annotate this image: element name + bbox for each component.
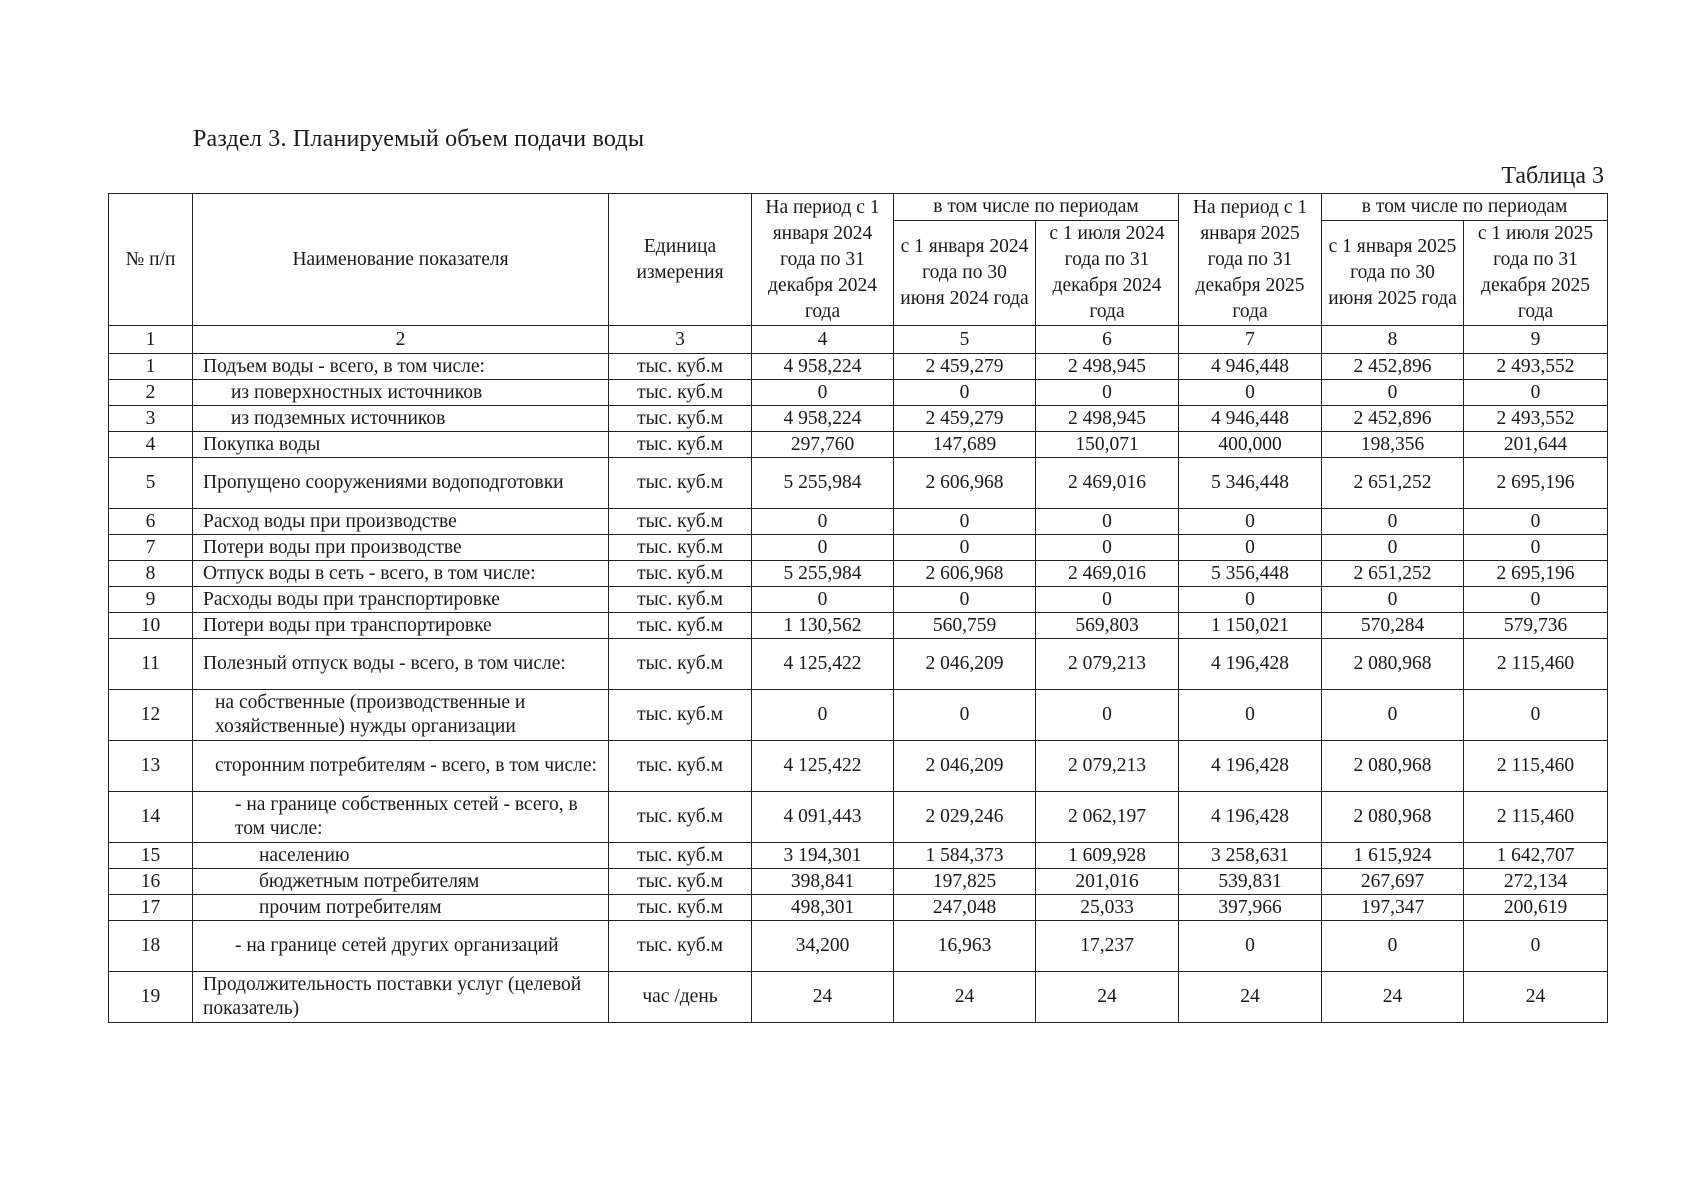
value-cell: 267,697 (1322, 869, 1464, 895)
value-cell: 0 (752, 535, 894, 561)
column-number-row (109, 326, 1608, 354)
value-cell: 5 255,984 (752, 458, 894, 509)
table-row (109, 354, 1608, 380)
value-cell: 198,356 (1322, 432, 1464, 458)
value-cell: 2 046,209 (894, 639, 1036, 690)
table-row (109, 792, 1608, 843)
indicator-name: из поверхностных источников (193, 380, 609, 406)
value-cell: 0 (1179, 535, 1322, 561)
unit-cell: тыс. куб.м (609, 921, 752, 972)
value-cell: 569,803 (1036, 613, 1179, 639)
unit-cell: тыс. куб.м (609, 354, 752, 380)
row-number: 17 (109, 895, 193, 921)
indicator-name: прочим потребителям (193, 895, 609, 921)
row-number: 15 (109, 843, 193, 869)
header-col4: На период с 1 января 2024 года по 31 декабря 2024 года (752, 194, 894, 326)
value-cell: 24 (1179, 972, 1322, 1023)
value-cell: 17,237 (1036, 921, 1179, 972)
value-cell: 0 (894, 690, 1036, 741)
value-cell: 0 (1036, 587, 1179, 613)
row-number: 8 (109, 561, 193, 587)
value-cell: 2 498,945 (1036, 354, 1179, 380)
value-cell: 2 080,968 (1322, 792, 1464, 843)
indicator-name: Подъем воды - всего, в том числе: (193, 354, 609, 380)
header-subgroup-2025: в том числе по периодам (1322, 194, 1608, 221)
value-cell: 297,760 (752, 432, 894, 458)
table-row (109, 406, 1608, 432)
column-number: 7 (1179, 326, 1322, 354)
value-cell: 0 (1036, 509, 1179, 535)
column-number: 9 (1464, 326, 1608, 354)
value-cell: 4 196,428 (1179, 792, 1322, 843)
unit-cell: тыс. куб.м (609, 432, 752, 458)
value-cell: 2 695,196 (1464, 458, 1608, 509)
value-cell: 2 459,279 (894, 354, 1036, 380)
value-cell: 0 (1322, 921, 1464, 972)
unit-cell: тыс. куб.м (609, 406, 752, 432)
value-cell: 2 079,213 (1036, 639, 1179, 690)
table-row (109, 458, 1608, 509)
table-row (109, 895, 1608, 921)
row-number: 6 (109, 509, 193, 535)
value-cell: 0 (1322, 690, 1464, 741)
value-cell: 201,644 (1464, 432, 1608, 458)
row-number: 10 (109, 613, 193, 639)
column-number: 3 (609, 326, 752, 354)
value-cell: 0 (1036, 380, 1179, 406)
unit-cell: тыс. куб.м (609, 690, 752, 741)
row-number: 13 (109, 741, 193, 792)
indicator-name: населению (193, 843, 609, 869)
unit-cell: тыс. куб.м (609, 561, 752, 587)
value-cell: 4 091,443 (752, 792, 894, 843)
indicator-name: Пропущено сооружениями водоподготовки (193, 458, 609, 509)
table-row (109, 587, 1608, 613)
value-cell: 0 (752, 380, 894, 406)
value-cell: 2 080,968 (1322, 639, 1464, 690)
value-cell: 2 115,460 (1464, 741, 1608, 792)
value-cell: 2 062,197 (1036, 792, 1179, 843)
table-row (109, 869, 1608, 895)
value-cell: 398,841 (752, 869, 894, 895)
table-row (109, 535, 1608, 561)
header-col6: с 1 июля 2024 года по 31 декабря 2024 года (1036, 221, 1179, 326)
value-cell: 4 196,428 (1179, 741, 1322, 792)
value-cell: 0 (752, 690, 894, 741)
value-cell: 24 (894, 972, 1036, 1023)
value-cell: 0 (1179, 509, 1322, 535)
value-cell: 0 (894, 509, 1036, 535)
unit-cell: тыс. куб.м (609, 792, 752, 843)
value-cell: 2 695,196 (1464, 561, 1608, 587)
indicator-name: Покупка воды (193, 432, 609, 458)
unit-cell: тыс. куб.м (609, 639, 752, 690)
value-cell: 0 (894, 535, 1036, 561)
value-cell: 2 651,252 (1322, 561, 1464, 587)
value-cell: 400,000 (1179, 432, 1322, 458)
value-cell: 0 (1036, 535, 1179, 561)
value-cell: 25,033 (1036, 895, 1179, 921)
table-row (109, 432, 1608, 458)
value-cell: 0 (1464, 509, 1608, 535)
table-row (109, 972, 1608, 1023)
value-cell: 4 125,422 (752, 639, 894, 690)
value-cell: 0 (894, 380, 1036, 406)
value-cell: 197,825 (894, 869, 1036, 895)
value-cell: 24 (1322, 972, 1464, 1023)
row-number: 11 (109, 639, 193, 690)
table-row (109, 741, 1608, 792)
value-cell: 4 958,224 (752, 354, 894, 380)
value-cell: 2 493,552 (1464, 406, 1608, 432)
value-cell: 0 (1322, 509, 1464, 535)
table-row (109, 639, 1608, 690)
value-cell: 2 606,968 (894, 561, 1036, 587)
value-cell: 2 029,246 (894, 792, 1036, 843)
unit-cell: тыс. куб.м (609, 458, 752, 509)
value-cell: 0 (752, 509, 894, 535)
indicator-name: Потери воды при производстве (193, 535, 609, 561)
value-cell: 2 606,968 (894, 458, 1036, 509)
value-cell: 0 (1464, 921, 1608, 972)
indicator-name: Отпуск воды в сеть - всего, в том числе: (193, 561, 609, 587)
column-number: 1 (109, 326, 193, 354)
value-cell: 1 130,562 (752, 613, 894, 639)
value-cell: 272,134 (1464, 869, 1608, 895)
row-number: 3 (109, 406, 193, 432)
value-cell: 247,048 (894, 895, 1036, 921)
value-cell: 0 (1179, 690, 1322, 741)
value-cell: 0 (1179, 587, 1322, 613)
indicator-name: сторонним потребителям - всего, в том числе: (193, 741, 609, 792)
indicator-name: - на границе собственных сетей - всего, в том числе: (193, 792, 609, 843)
value-cell: 579,736 (1464, 613, 1608, 639)
table-row (109, 561, 1608, 587)
unit-cell: тыс. куб.м (609, 380, 752, 406)
table-body (109, 354, 1608, 1023)
row-number: 5 (109, 458, 193, 509)
indicator-name: на собственные (производственные и хозяйственные) нужды организации (193, 690, 609, 741)
unit-cell: тыс. куб.м (609, 895, 752, 921)
value-cell: 2 046,209 (894, 741, 1036, 792)
unit-cell: тыс. куб.м (609, 535, 752, 561)
value-cell: 0 (1322, 535, 1464, 561)
value-cell: 4 946,448 (1179, 406, 1322, 432)
value-cell: 2 115,460 (1464, 639, 1608, 690)
value-cell: 5 346,448 (1179, 458, 1322, 509)
unit-cell: тыс. куб.м (609, 843, 752, 869)
table-label: Таблица 3 (1501, 163, 1604, 189)
value-cell: 1 642,707 (1464, 843, 1608, 869)
table-row (109, 613, 1608, 639)
value-cell: 0 (1464, 380, 1608, 406)
row-number: 19 (109, 972, 193, 1023)
value-cell: 0 (1464, 690, 1608, 741)
value-cell: 0 (1322, 587, 1464, 613)
column-number: 4 (752, 326, 894, 354)
unit-cell: тыс. куб.м (609, 869, 752, 895)
header-col5: с 1 января 2024 года по 30 июня 2024 года (894, 221, 1036, 326)
header-name: Наименование показателя (193, 194, 609, 326)
value-cell: 1 609,928 (1036, 843, 1179, 869)
header-subgroup-2024: в том числе по периодам (894, 194, 1179, 221)
value-cell: 1 584,373 (894, 843, 1036, 869)
value-cell: 2 452,896 (1322, 354, 1464, 380)
indicator-name: Продолжительность поставки услуг (целевой показатель) (193, 972, 609, 1023)
table-header (109, 194, 1608, 354)
indicator-name: Полезный отпуск воды - всего, в том числе: (193, 639, 609, 690)
value-cell: 16,963 (894, 921, 1036, 972)
value-cell: 498,301 (752, 895, 894, 921)
water-supply-table (108, 193, 1608, 1023)
value-cell: 560,759 (894, 613, 1036, 639)
value-cell: 3 258,631 (1179, 843, 1322, 869)
value-cell: 539,831 (1179, 869, 1322, 895)
value-cell: 4 125,422 (752, 741, 894, 792)
unit-cell: тыс. куб.м (609, 613, 752, 639)
unit-cell: тыс. куб.м (609, 587, 752, 613)
unit-cell: тыс. куб.м (609, 741, 752, 792)
value-cell: 2 080,968 (1322, 741, 1464, 792)
value-cell: 0 (894, 587, 1036, 613)
value-cell: 200,619 (1464, 895, 1608, 921)
value-cell: 4 958,224 (752, 406, 894, 432)
row-number: 16 (109, 869, 193, 895)
value-cell: 4 946,448 (1179, 354, 1322, 380)
value-cell: 1 615,924 (1322, 843, 1464, 869)
unit-cell: тыс. куб.м (609, 509, 752, 535)
value-cell: 2 651,252 (1322, 458, 1464, 509)
value-cell: 0 (752, 587, 894, 613)
value-cell: 3 194,301 (752, 843, 894, 869)
value-cell: 2 115,460 (1464, 792, 1608, 843)
column-number: 6 (1036, 326, 1179, 354)
row-number: 18 (109, 921, 193, 972)
indicator-name: - на границе сетей других организаций (193, 921, 609, 972)
value-cell: 147,689 (894, 432, 1036, 458)
row-number: 2 (109, 380, 193, 406)
value-cell: 150,071 (1036, 432, 1179, 458)
value-cell: 5 255,984 (752, 561, 894, 587)
value-cell: 24 (1036, 972, 1179, 1023)
row-number: 9 (109, 587, 193, 613)
table-container (108, 193, 1608, 1023)
row-number: 7 (109, 535, 193, 561)
value-cell: 2 498,945 (1036, 406, 1179, 432)
value-cell: 1 150,021 (1179, 613, 1322, 639)
header-col9: с 1 июля 2025 года по 31 декабря 2025 года (1464, 221, 1608, 326)
value-cell: 0 (1322, 380, 1464, 406)
header-num: № п/п (109, 194, 193, 326)
value-cell: 2 469,016 (1036, 561, 1179, 587)
unit-cell: час /день (609, 972, 752, 1023)
value-cell: 24 (1464, 972, 1608, 1023)
value-cell: 24 (752, 972, 894, 1023)
value-cell: 34,200 (752, 921, 894, 972)
header-unit: Единица измерения (609, 194, 752, 326)
column-number: 2 (193, 326, 609, 354)
value-cell: 2 469,016 (1036, 458, 1179, 509)
value-cell: 397,966 (1179, 895, 1322, 921)
table-row (109, 843, 1608, 869)
header-col7: На период с 1 января 2025 года по 31 декабря 2025 года (1179, 194, 1322, 326)
indicator-name: бюджетным потребителям (193, 869, 609, 895)
value-cell: 0 (1464, 587, 1608, 613)
indicator-name: из подземных источников (193, 406, 609, 432)
indicator-name: Потери воды при транспортировке (193, 613, 609, 639)
table-row (109, 921, 1608, 972)
value-cell: 201,016 (1036, 869, 1179, 895)
page-title: Раздел 3. Планируемый объем подачи воды (193, 126, 645, 152)
row-number: 1 (109, 354, 193, 380)
value-cell: 2 459,279 (894, 406, 1036, 432)
value-cell: 0 (1464, 535, 1608, 561)
column-number: 8 (1322, 326, 1464, 354)
row-number: 4 (109, 432, 193, 458)
value-cell: 570,284 (1322, 613, 1464, 639)
value-cell: 0 (1036, 690, 1179, 741)
table-row (109, 509, 1608, 535)
value-cell: 5 356,448 (1179, 561, 1322, 587)
value-cell: 0 (1179, 921, 1322, 972)
value-cell: 197,347 (1322, 895, 1464, 921)
table-row (109, 690, 1608, 741)
value-cell: 2 493,552 (1464, 354, 1608, 380)
value-cell: 2 079,213 (1036, 741, 1179, 792)
indicator-name: Расход воды при производстве (193, 509, 609, 535)
value-cell: 2 452,896 (1322, 406, 1464, 432)
column-number: 5 (894, 326, 1036, 354)
value-cell: 0 (1179, 380, 1322, 406)
header-col8: с 1 января 2025 года по 30 июня 2025 года (1322, 221, 1464, 326)
table-row (109, 380, 1608, 406)
row-number: 14 (109, 792, 193, 843)
row-number: 12 (109, 690, 193, 741)
value-cell: 4 196,428 (1179, 639, 1322, 690)
indicator-name: Расходы воды при транспортировке (193, 587, 609, 613)
